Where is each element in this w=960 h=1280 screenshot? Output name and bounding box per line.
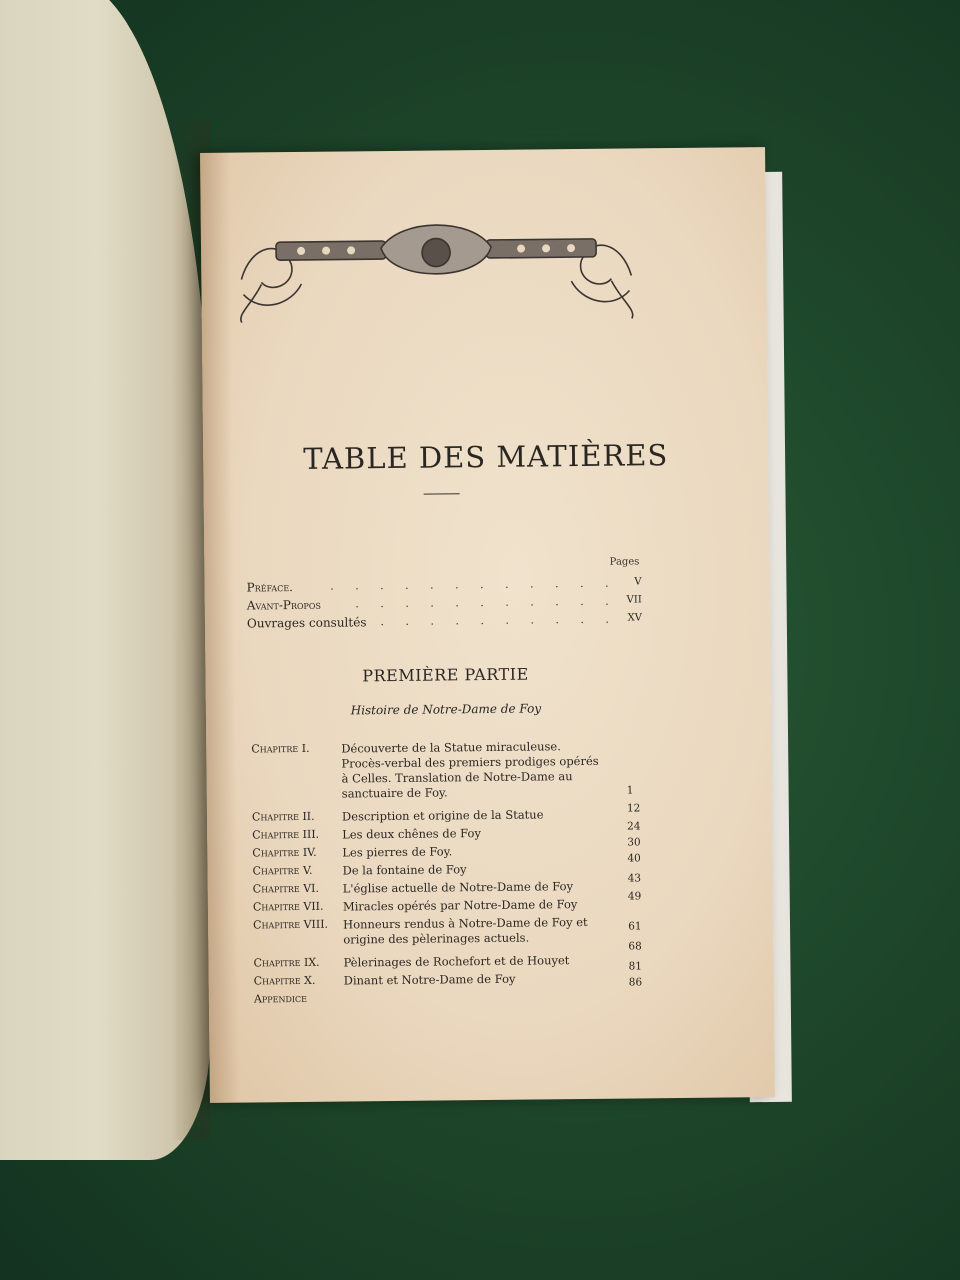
- page-title: TABLE DES MATIÈRES: [303, 438, 669, 476]
- toc-row-preface: Préface. . . . . . . . . . . . . V: [246, 576, 642, 595]
- toc-row-avant-propos: Avant-Propos . . . . . . . . . . . VII: [246, 594, 642, 613]
- title-rule: [424, 493, 460, 494]
- pages-column-label: Pages: [609, 556, 640, 568]
- toc-row-ouvrages: Ouvrages consultés . . . . . . . . . . XV: [246, 612, 642, 631]
- right-page: TABLE DES MATIÈRES Pages Préface. . . . . . . . . . . . . V Avant-Propos . . . . . . . . . . . VII Ouvrages consultés . . . . . . . . . . XV PREMIÈRE PARTIE Histoire de Notre-Dame de Foy Chapitre I. Découverte de la Statue miraculeuse. Procès-verbal des premiers prodiges opérés à Celles. Translation de Notre-Dame au sanctuaire de Foy. 1 Chapitre II. Description et origine de la Statue 12 Chapitre III. Les deux chênes de Foy 24 Chapitre IV. Les pierres de Foy. 30 Chapitre V. De la fontaine de Foy 40 Chapitre VI. L'église actuelle de Notre-Dame de Foy 43 Chapitre VII. Miracles opérés par Notre-Dame de Foy 49 Chapitre VIII. Honneurs rendus à Notre-Dame de Foy et origine des pèlerinages actuels. 61 68 Chapitre IX. Pèlerinages de Rochefort et de Houyet 81 Chapitre X. Dinant et Notre-Dame de Foy 86 Appendice: [200, 147, 775, 1103]
- part-title: PREMIÈRE PARTIE: [362, 664, 529, 686]
- part-subtitle: Histoire de Notre-Dame de Foy: [350, 701, 542, 718]
- decorative-header-ornament-icon: [231, 220, 642, 324]
